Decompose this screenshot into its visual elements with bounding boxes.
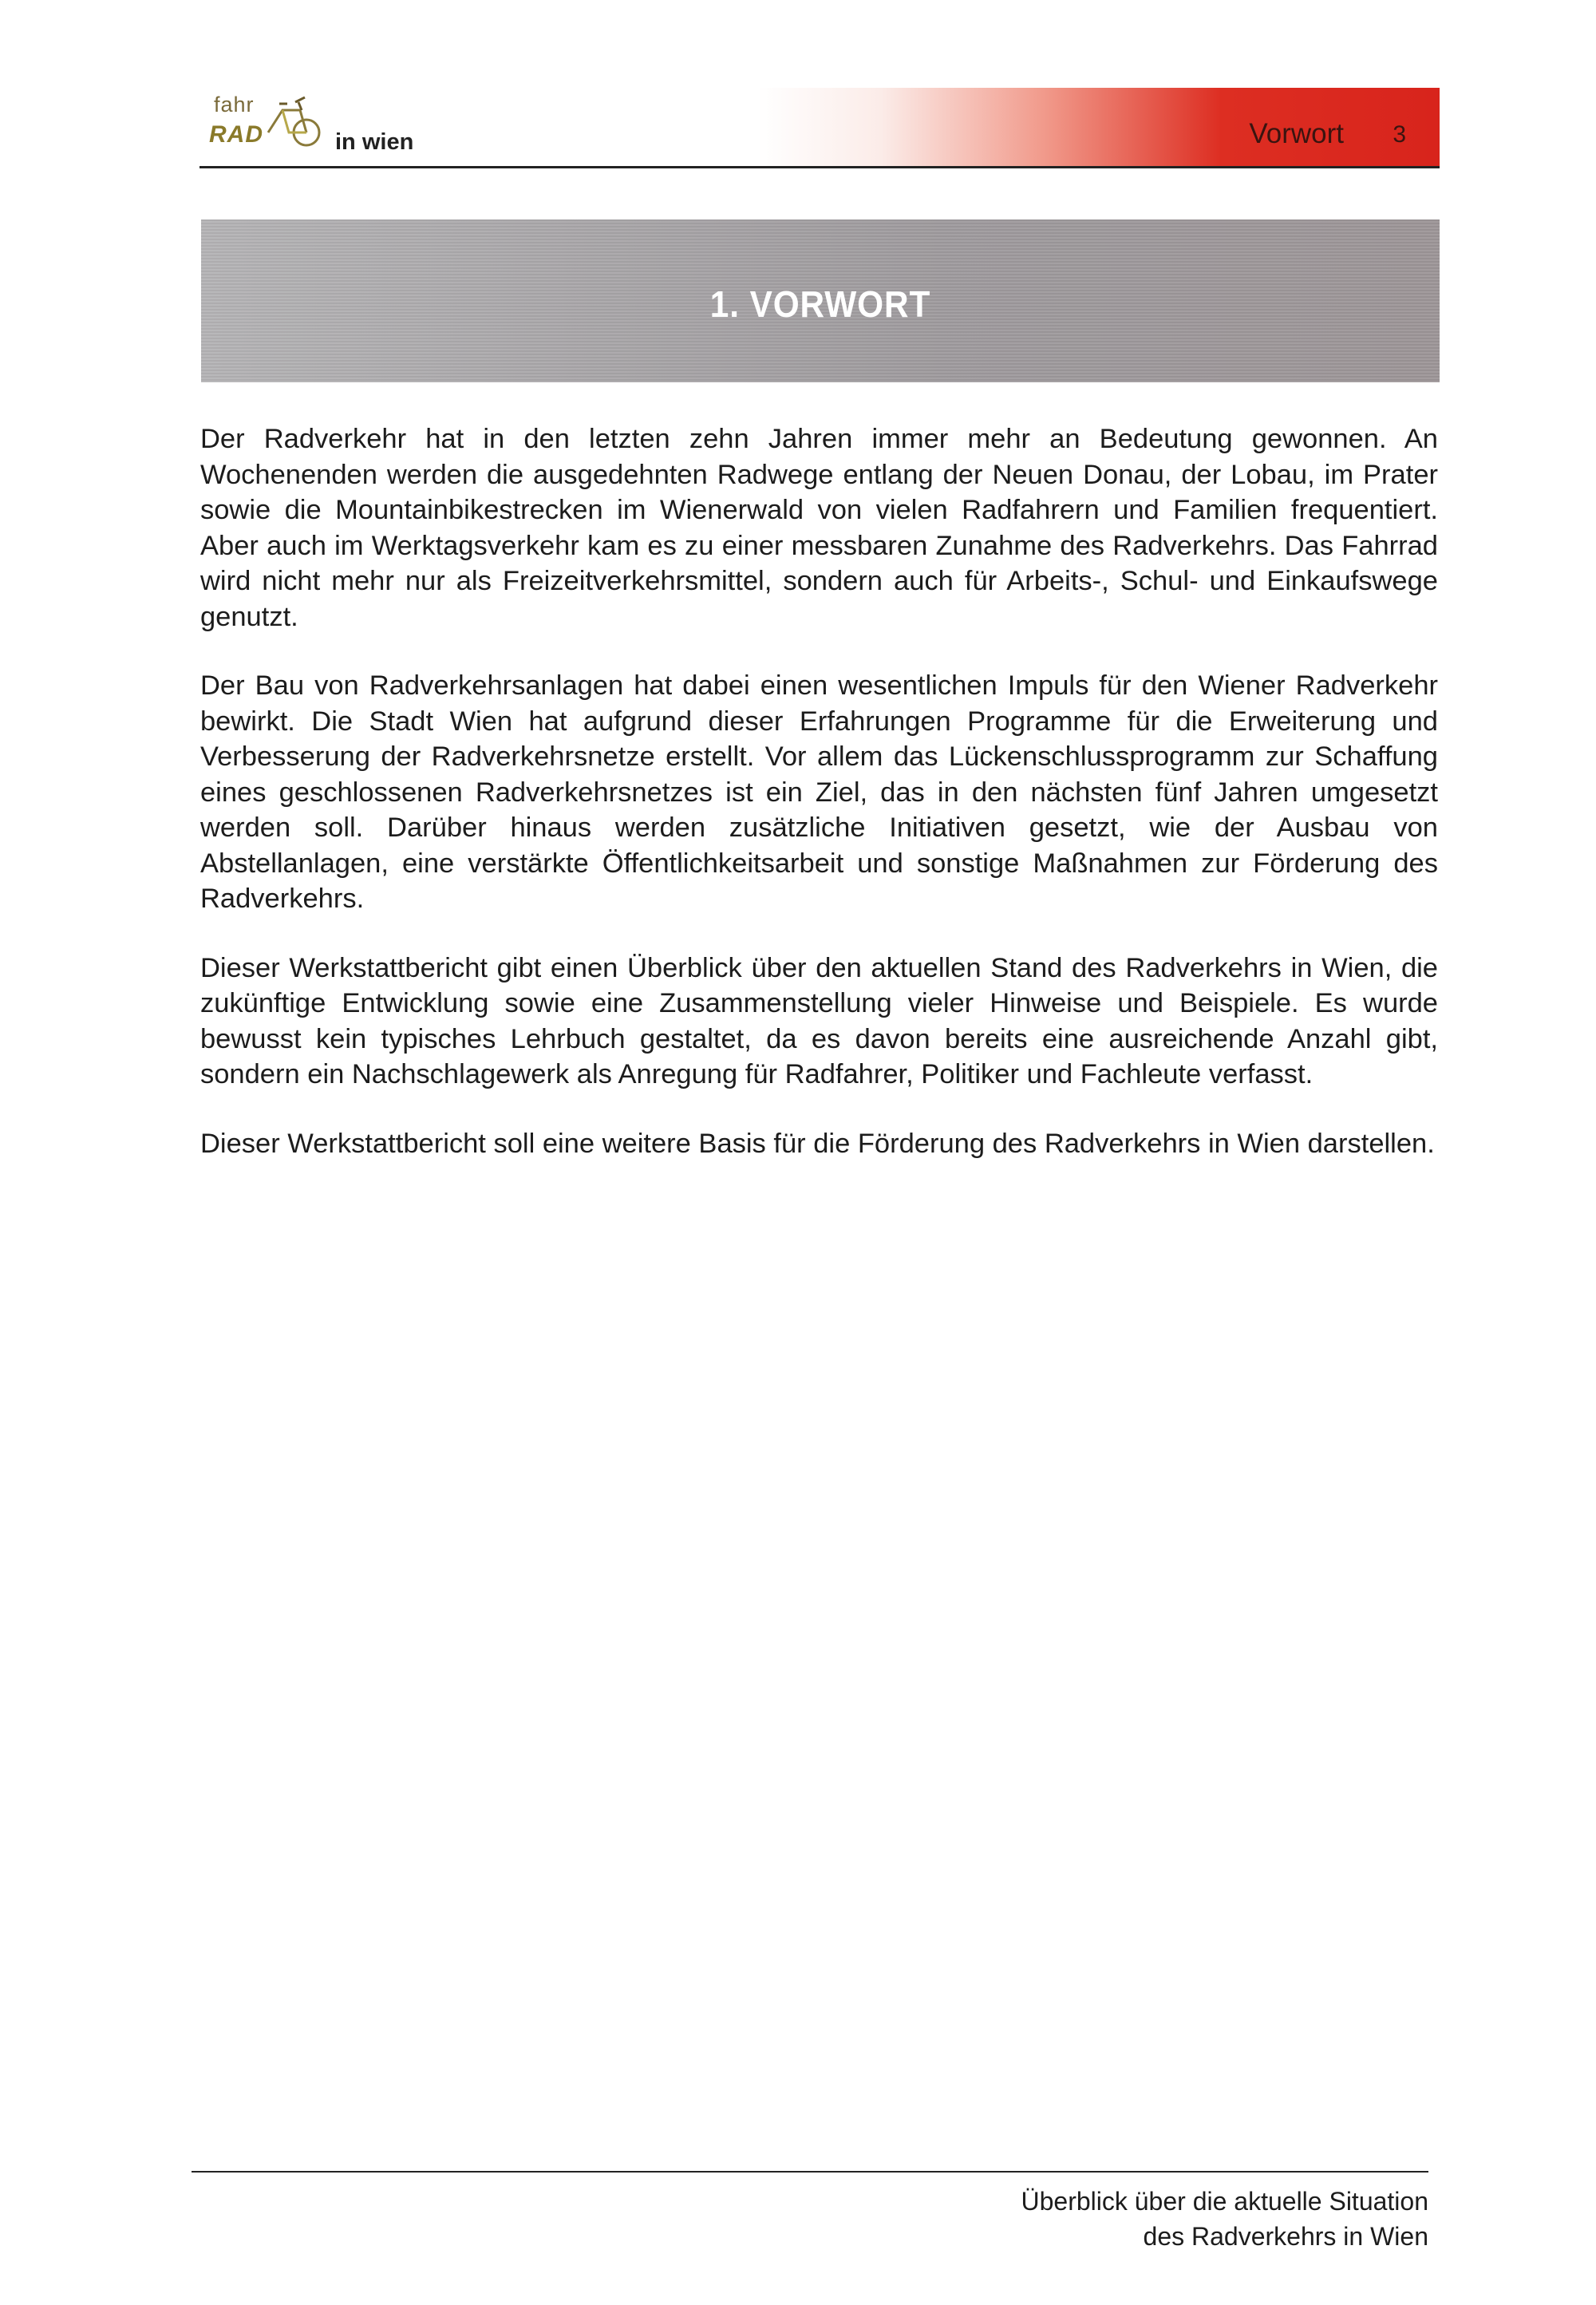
logo-text-fahr: fahr (214, 93, 255, 117)
paragraph-3: Dieser Werkstattbericht gibt einen Überblick über den aktuellen Stand des Radverkehrs in Wien, die zukünftige Entwicklung sowie eine Zusammenstellung vieler Hinweise und Beispiele. Es wurde bewusst kein typisches Lehrbuch gestaltet, da es davon bereits eine ausreichende Anzahl gibt, sondern ein Nachschlagewerk als Anregung für Radfahrer, Politiker und Fachleute verfasst. (200, 952, 1438, 1089)
chapter-title: 1. VORWORT (709, 283, 931, 325)
header-band (758, 88, 1440, 166)
paragraph-1: Der Radverkehr hat in den letzten zehn Jahren immer mehr an Bedeutung gewonnen. An Wochenenden werden die ausgedehnten Radwege entlang der Neuen Donau, der Lobau, im Prater sowie die Mountainbikestrecken im Wienerwald von vielen Radfahrern und Familien frequentiert. Aber auch im Werktagsverkehr kam es zu einer messbaren Zunahme des Radverkehrs. Das Fahrrad wird nicht mehr nur als Freizeitverkehrsmittel, sondern auch für Arbeits-, Schul- und Einkaufswege genutzt. (200, 424, 1438, 632)
page-number: 3 (1393, 121, 1406, 148)
header-subtitle: in wien (335, 129, 414, 155)
fahrrad-logo (200, 85, 335, 164)
page-footer (1021, 2184, 1428, 2254)
paragraph-2: Der Bau von Radverkehrsanlagen hat dabei einen wesentlichen Impuls für den Wiener Radverkehr bewirkt. Die Stadt Wien hat aufgrund dieser Erfahrungen Programme für die Erweiterung und Verbesserung der Radverkehrsnetze erstellt. Vor allem das Lückenschlussprogramm zur Schaffung eines geschlossenen Radverkehrsnetzes ist ein Ziel, das in den nächsten fünf Jahren umgesetzt werden soll. Darüber hinaus werden zusätzliche Initiativen gesetzt, wie der Ausbau von Abstellanlagen, eine verstärkte Öffentlichkeitsarbeit und sonstige Maßnahmen zur Förderung des Radverkehrs. (200, 670, 1438, 914)
footer-line-2: des Radverkehrs in Wien (1143, 2222, 1428, 2251)
page-header (200, 80, 1440, 169)
footer-line-1: Überblick über die aktuelle Situation (1021, 2187, 1428, 2216)
header-divider (200, 166, 1440, 168)
footer-divider (192, 2171, 1428, 2173)
body-text (200, 421, 1438, 1195)
paragraph-4: Dieser Werkstattbericht soll eine weitere Basis für die Förderung des Radverkehrs in Wien darstellen. (200, 1128, 1435, 1159)
chapter-title-banner (201, 219, 1440, 382)
bicycle-icon (251, 86, 324, 152)
logo-text-rad: RAD (209, 121, 263, 148)
section-label: Vorwort (1249, 118, 1344, 149)
